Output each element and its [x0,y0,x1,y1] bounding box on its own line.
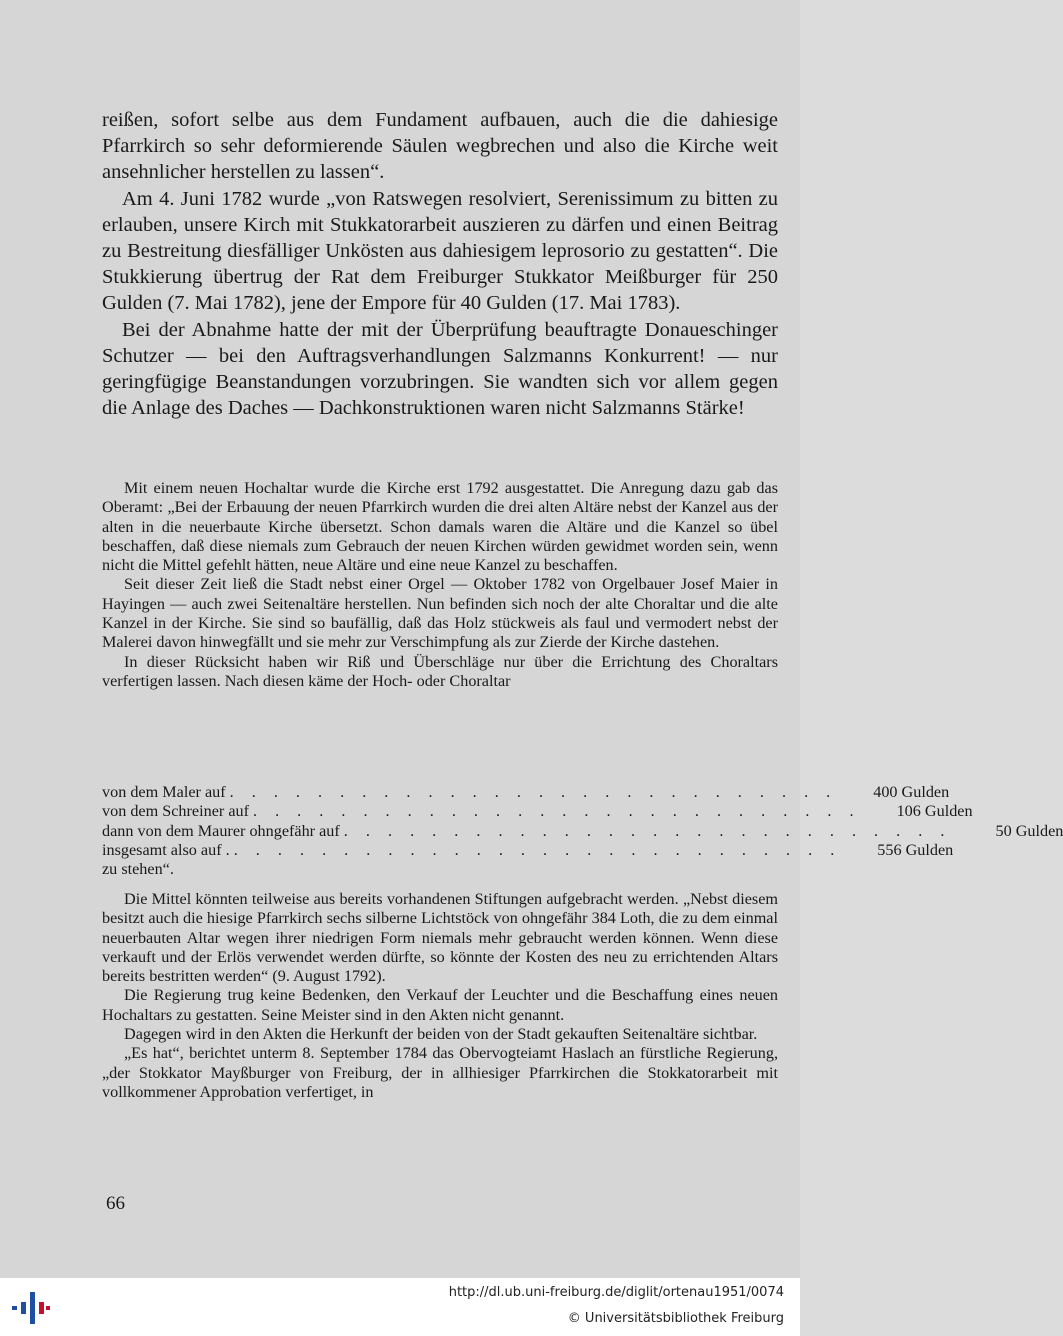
body-paragraph: reißen, sofort selbe aus dem Fundament aufbauen, auch die die dahiesige Pfarrkirch so sehr deformierende Säulen wegbrechen und also die Kirche weit ansehnlicher herstellen zu lassen“. [102,109,778,184]
page-number: 66 [106,1193,125,1214]
cost-label: von dem Schreiner auf [102,802,249,821]
cost-amount: 400 Gulden [873,783,950,801]
small-text-a [102,479,778,691]
small-text-b [102,890,778,1102]
cost-label: dann von dem Maurer ohngefähr auf [102,821,340,840]
cost-row [102,802,973,821]
cost-table [102,783,1063,879]
cost-amount: 50 Gulden [995,821,1063,840]
ub-freiburg-logo-icon [10,1290,52,1326]
cost-row [102,783,950,802]
cost-label: von dem Maler auf [102,783,226,801]
dot-leader: . . . . . . . . . . . . . . . . . . . . . . . . . . . . [229,783,838,801]
dot-leader: . . . . . . . . . . . . . . . . . . . . . . . . . . . . [252,802,861,821]
cost-amount: 556 Gulden [877,840,954,859]
permalink-url[interactable]: http://dl.ub.uni-freiburg.de/diglit/ortenau1951/0074 [448,1285,784,1300]
body-text [102,107,778,421]
cost-tail-row [102,860,778,879]
small-paragraph: Dagegen wird in den Akten die Herkunft der beiden von der Stadt gekauften Seitenaltäre sichtbar. [124,1025,758,1044]
body-paragraph: Bei der Abnahme hatte der mit der Überprüfung beauftragte Donaueschinger Schutzer — bei den Auftragsverhandlungen Salzmanns Konkurrent! — nur geringfügige Beanstandungen vorzubringen. Sie wandten sich vor allem gegen die Anlage des Daches — Dachkonstruktionen waren nicht Salzmanns Stärke! [102,318,778,420]
small-paragraph: Seit dieser Zeit ließ die Stadt nebst einer Orgel — Oktober 1782 von Orgelbauer Josef Maier in Hayingen — auch zwei Seitenaltäre herstellen. Nun befinden sich noch der alte Choraltar und die alte Kanzel in der Kirche. Sie sind so baufällig, daß das Holz stückweis als faul und vermodert nebst der Malerei davon hinwegfällt und sie mehr zur Verschimpfung als zur Zierde der Kirche dastehen. [102,575,778,652]
cost-label: insgesamt also auf . [102,840,230,859]
cost-row [102,821,1063,841]
dot-leader: . . . . . . . . . . . . . . . . . . . . . . . . . . . . [233,840,842,859]
viewer-footer [0,1278,800,1336]
dot-leader: . . . . . . . . . . . . . . . . . . . . . . . . . . . . [343,821,952,840]
small-paragraph: Die Mittel könnten teilweise aus bereits vorhandenen Stiftungen aufgebracht werden. „Nebst diesem besitzt auch die hiesige Pfarrkirch sechs silberne Lichtstöck von ohngefähr 384 Loth, die zu dem einmal neuerbauten Altar wegen ihrer niedrigen Form niemals mehr gebraucht werden können. Wenn diese verkauft und der Erlös verwendet werden dürfte, so könnte der Kosten des neu zu errichtenden Altars bereits bestritten werden“ (9. August 1792). [102,890,778,986]
copyright-notice: © Universitätsbibliothek Freiburg [567,1311,784,1326]
cost-amount: 106 Gulden [896,802,973,821]
small-paragraph: In dieser Rücksicht haben wir Riß und Überschläge nur über die Errichtung des Choraltars verfertigen lassen. Nach diesen käme der Hoch- oder Choraltar [102,652,778,690]
small-paragraph: Mit einem neuen Hochaltar wurde die Kirche erst 1792 ausgestattet. Die Anregung dazu gab das Oberamt: „Bei der Erbauung der neuen Pfarrkirch wurden die drei alten Altäre nebst der Kanzel aus der alten in die neuerbaute Kirche übersetzt. Schon damals waren die Altäre und die Kanzel so übel beschaffen, daß diese niemals zum Gebrauch der neuen Kirchen würden gewidmet worden sein, wenn nicht die Mittel gefehlt hätten, neue Altäre und eine neue Kanzel zu beschaffen. [102,479,778,575]
small-paragraph: „Es hat“, berichtet unterm 8. September 1784 das Obervogteiamt Haslach an fürstliche Regierung, „der Stokkator Mayßburger von Freiburg, der in allhiesiger Pfarrkirchen die Stokkatorarbeit mit vollkommener Approbation verfertiget, in [102,1044,778,1101]
cost-row [102,840,954,860]
cost-tail: zu stehen“. [102,860,174,879]
small-paragraph: Die Regierung trug keine Bedenken, den Verkauf der Leuchter und die Beschaffung eines neuen Hochaltars zu gestatten. Seine Meister sind in den Akten nicht genannt. [102,986,778,1024]
body-paragraph: Am 4. Juni 1782 wurde „von Ratswegen resolviert, Serenissimum zu bitten zu erlauben, unsere Kirch mit Stukkatorarbeit auszieren zu därfen und einen Beitrag zu Bestreitung diesfälliger Unkösten aus dahiesigem leprosorio zu gestatten“. Die Stukkierung übertrug der Rat dem Freiburger Stukkator Meißburger für 250 Gulden (7. Mai 1782), jene der Empore für 40 Gulden (17. Mai 1783). [102,187,778,315]
